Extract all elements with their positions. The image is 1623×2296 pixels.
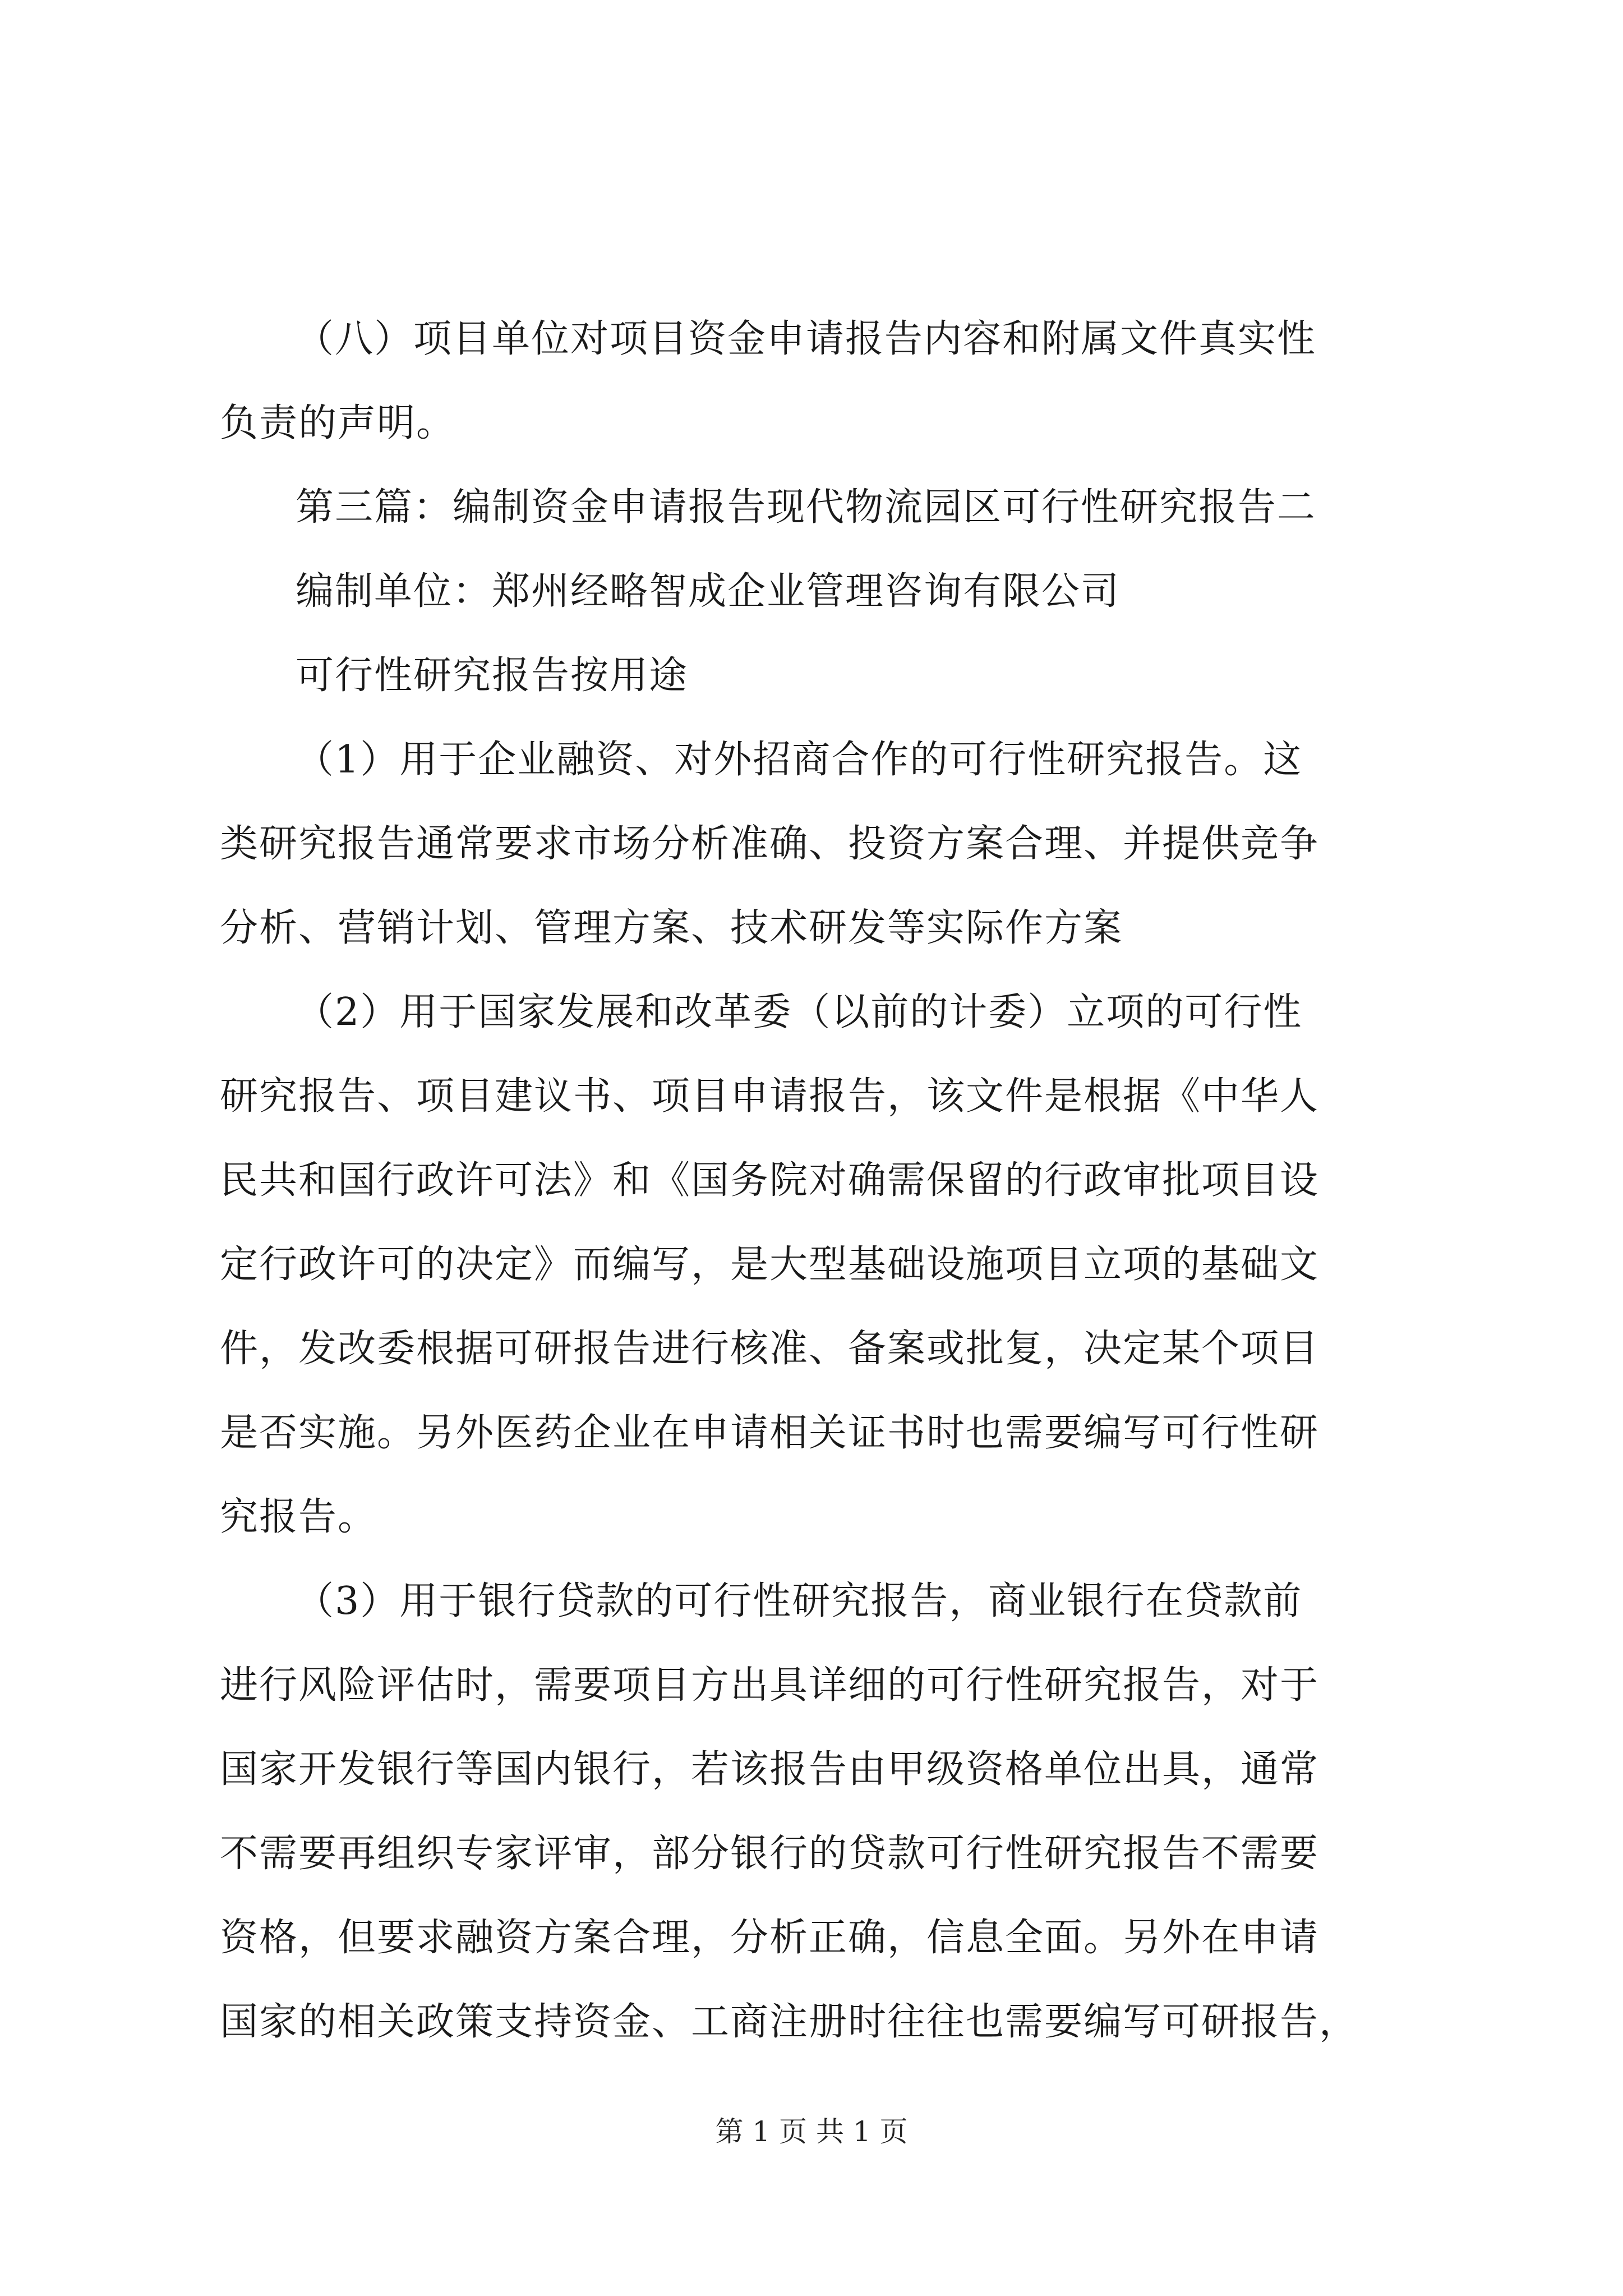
text-line: 国家的相关政策支持资金、工商注册时往往也需要编写可研报告， bbox=[220, 2000, 1359, 2044]
text-line: （八）项目单位对项目资金申请报告内容和附属文件真实性 bbox=[296, 317, 1317, 361]
document-body bbox=[220, 297, 1431, 2064]
text-line: 国家开发银行等国内银行，若该报告由甲级资格单位出具，通常 bbox=[220, 1747, 1320, 1792]
page-footer bbox=[0, 2115, 1623, 2148]
text-line: （2）用于国家发展和改革委（以前的计委）立项的可行性 bbox=[296, 990, 1303, 1034]
text-line: 分析、营销计划、管理方案、技术研发等实际作方案 bbox=[220, 906, 1123, 950]
text-line: 可行性研究报告按用途 bbox=[296, 654, 689, 698]
text-line: 负责的声明。 bbox=[220, 401, 456, 445]
text-line: 民共和国行政许可法》和《国务院对确需保留的行政审批项目设 bbox=[220, 1158, 1320, 1203]
text-line: 究报告。 bbox=[220, 1495, 377, 1539]
text-line: 类研究报告通常要求市场分析准确、投资方案合理、并提供竞争 bbox=[220, 822, 1320, 866]
text-line: （3）用于银行贷款的可行性研究报告，商业银行在贷款前 bbox=[296, 1579, 1303, 1623]
text-line: 研究报告、项目建议书、项目申请报告，该文件是根据《中华人 bbox=[220, 1074, 1320, 1119]
text-line: 是否实施。另外医药企业在申请相关证书时也需要编写可行性研 bbox=[220, 1411, 1320, 1455]
text-line: 不需要再组织专家评审，部分银行的贷款可行性研究报告不需要 bbox=[220, 1832, 1320, 1876]
text-line: 定行政许可的决定》而编写，是大型基础设施项目立项的基础文 bbox=[220, 1243, 1320, 1287]
text-line: 编制单位：郑州经略智成企业管理咨询有限公司 bbox=[296, 569, 1121, 614]
text-line: 件，发改委根据可研报告进行核准、备案或批复，决定某个项目 bbox=[220, 1327, 1320, 1371]
text-line: （1）用于企业融资、对外招商合作的可行性研究报告。这 bbox=[296, 738, 1303, 782]
page-number-label: 第 1 页 共 1 页 bbox=[715, 2115, 908, 2148]
text-line: 资格，但要求融资方案合理，分析正确，信息全面。另外在申请 bbox=[220, 1916, 1320, 1960]
text-line: 进行风险评估时，需要项目方出具详细的可行性研究报告，对于 bbox=[220, 1663, 1320, 1708]
section-heading: 第三篇：编制资金申请报告现代物流园区可行性研究报告二 bbox=[296, 485, 1317, 530]
